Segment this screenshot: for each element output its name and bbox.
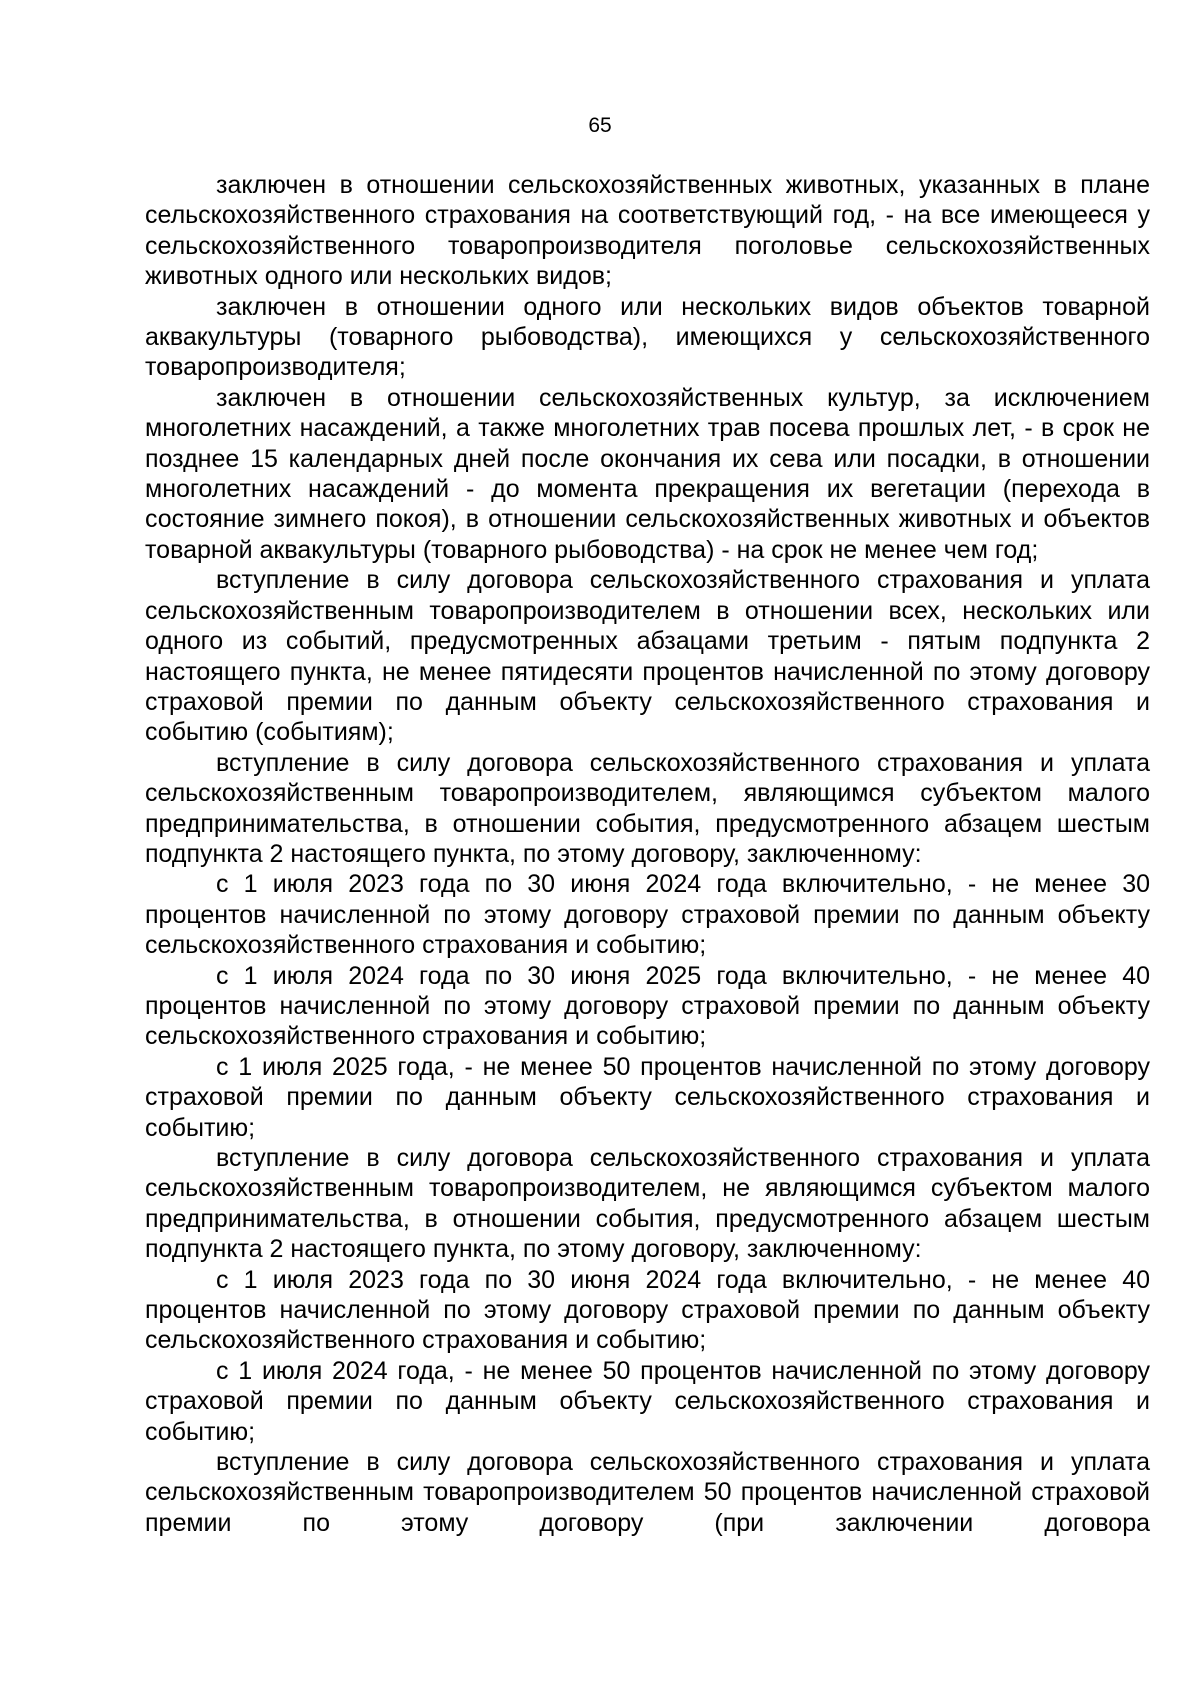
paragraph: с 1 июля 2025 года, - не менее 50 процентов начисленной по этому договору страховой премии по данным объекту сельскохозяйственного страхования и событию; (145, 1052, 1150, 1142)
paragraph: заключен в отношении одного или нескольких видов объектов товарной аквакультуры (товарного рыбоводства), имеющихся у сельскохозяйственного товаропроизводителя; (145, 292, 1150, 382)
paragraph: вступление в силу договора сельскохозяйственного страхования и уплата сельскохозяйственным товаропроизводителем в отношении всех, нескольких или одного из событий, предусмотренных абзацами третьим - пятым подпункта 2 настоящего пункта, не менее пятидесяти процентов начисленной по этому договору страховой премии по данным объекту сельскохозяйственного страхования и событию (событиям); (145, 566, 1150, 747)
page-number: 65 (588, 114, 612, 137)
paragraph: заключен в отношении сельскохозяйственных культур, за исключением многолетних насаждений, а также многолетних трав посева прошлых лет, - в срок не позднее 15 календарных дней после окончания их сева или посадки, в отношении многолетних насаждений - до момента прекращения их вегетации (перехода в состояние зимнего покоя), в отношении сельскохозяйственных животных и объектов товарной аквакультуры (товарного рыбоводства) - на срок не менее чем год; (145, 383, 1150, 564)
paragraph: с 1 июля 2023 года по 30 июня 2024 года включительно, - не менее 30 процентов начисленной по этому договору страховой премии по данным объекту сельскохозяйственного страхования и событию; (145, 870, 1150, 960)
document-body (145, 170, 1150, 1538)
paragraph: с 1 июля 2024 года по 30 июня 2025 года включительно, - не менее 40 процентов начисленной по этому договору страховой премии по данным объекту сельскохозяйственного страхования и событию; (145, 961, 1150, 1051)
paragraph: вступление в силу договора сельскохозяйственного страхования и уплата сельскохозяйственным товаропроизводителем 50 процентов начисленной страховой премии по этому договору (при заключении договора (145, 1448, 1150, 1537)
paragraph: вступление в силу договора сельскохозяйственного страхования и уплата сельскохозяйственным товаропроизводителем, не являющимся субъектом малого предпринимательства, в отношении события, предусмотренного абзацем шестым подпункта 2 настоящего пункта, по этому договору, заключенному: (145, 1144, 1150, 1264)
paragraph: заключен в отношении сельскохозяйственных животных, указанных в плане сельскохозяйственного страхования на соответствующий год, - на все имеющееся у сельскохозяйственного товаропроизводителя поголовье сельскохозяйственных животных одного или нескольких видов; (145, 171, 1150, 291)
paragraph: с 1 июля 2023 года по 30 июня 2024 года включительно, - не менее 40 процентов начисленной по этому договору страховой премии по данным объекту сельскохозяйственного страхования и событию; (145, 1265, 1150, 1355)
paragraph: вступление в силу договора сельскохозяйственного страхования и уплата сельскохозяйственным товаропроизводителем, являющимся субъектом малого предпринимательства, в отношении события, предусмотренного абзацем шестым подпункта 2 настоящего пункта, по этому договору, заключенному: (145, 748, 1150, 868)
paragraph: с 1 июля 2024 года, - не менее 50 процентов начисленной по этому договору страховой премии по данным объекту сельскохозяйственного страхования и событию; (145, 1356, 1150, 1446)
